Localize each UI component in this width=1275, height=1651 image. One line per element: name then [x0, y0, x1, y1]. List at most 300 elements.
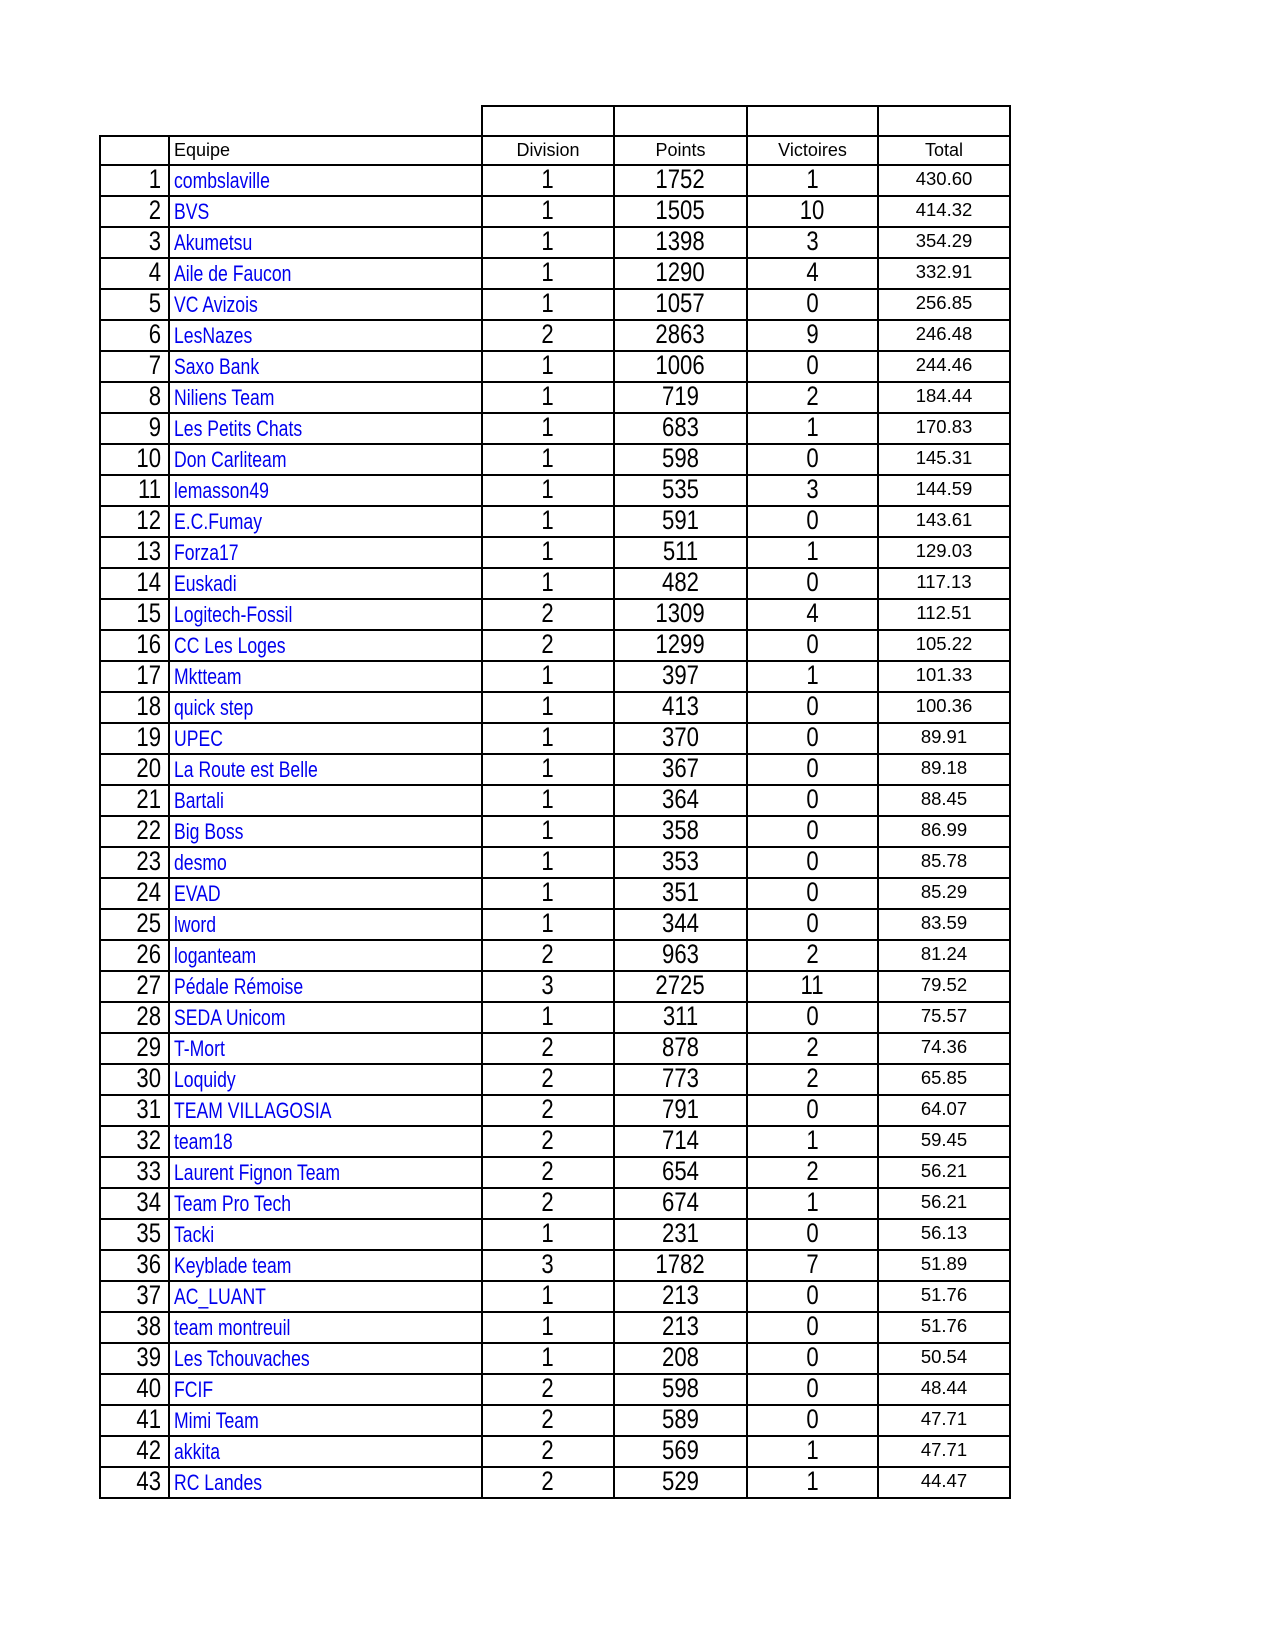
team-name[interactable]: RC Landes: [174, 1469, 263, 1495]
team-name[interactable]: CC Les Loges: [174, 632, 286, 658]
team-link[interactable]: [174, 663, 258, 689]
total-value: 100.36: [915, 695, 973, 716]
total-cell: [878, 351, 1010, 382]
rank-cell: [100, 289, 169, 320]
points-cell: [614, 289, 747, 320]
team-name[interactable]: Les Petits Chats: [174, 415, 303, 441]
total-value: 89.91: [920, 726, 968, 747]
victoires-value: 0: [806, 568, 819, 597]
victoires-value: 0: [806, 630, 819, 659]
total-cell: [878, 227, 1010, 258]
victoires-value: 0: [806, 816, 819, 845]
total-cell: [878, 444, 1010, 475]
team-link[interactable]: [174, 818, 261, 844]
rank-cell: [100, 1467, 169, 1498]
team-name[interactable]: combslaville: [174, 167, 270, 193]
rank-cell: [100, 816, 169, 847]
table-row: [100, 537, 1010, 568]
victoires-cell: [747, 909, 878, 940]
victoires-cell: [747, 816, 878, 847]
victoires-cell: [747, 630, 878, 661]
division-value: 3: [541, 1250, 555, 1279]
total-cell: [878, 1312, 1010, 1343]
points-value: 482: [662, 568, 699, 597]
victoires-value: 1: [806, 661, 819, 690]
team-link[interactable]: [174, 632, 313, 658]
total-cell: [878, 1343, 1010, 1374]
rank-cell: [100, 630, 169, 661]
team-name[interactable]: Mimi Team: [174, 1407, 259, 1433]
total-cell: [878, 1002, 1010, 1033]
team-name[interactable]: team18: [174, 1128, 233, 1154]
division-value: 2: [541, 1405, 555, 1434]
points-value: 208: [662, 1343, 699, 1372]
points-value: 213: [662, 1312, 699, 1341]
team-name[interactable]: Aile de Faucon: [174, 260, 292, 286]
victoires-value: 1: [806, 1188, 819, 1217]
equipe-cell: [169, 661, 482, 692]
points-value: 397: [662, 661, 699, 690]
total-cell: [878, 258, 1010, 289]
team-name[interactable]: Euskadi: [174, 570, 237, 596]
rank-value: 19: [136, 723, 161, 752]
equipe-cell: [169, 289, 482, 320]
total-cell: [878, 382, 1010, 413]
total-value: 85.29: [920, 881, 968, 902]
victoires-cell: [747, 692, 878, 723]
division-cell: [482, 940, 614, 971]
team-name[interactable]: Keyblade team: [174, 1252, 292, 1278]
rank-value: 27: [136, 971, 161, 1000]
rank-value: 16: [136, 630, 161, 659]
team-link[interactable]: [174, 570, 252, 596]
pre-header-cell-total: [878, 106, 1010, 136]
team-link[interactable]: [174, 167, 294, 193]
points-value: 1057: [655, 289, 706, 318]
division-value: 1: [541, 1312, 555, 1341]
team-name[interactable]: lword: [174, 911, 217, 937]
equipe-cell: [169, 1002, 482, 1033]
rank-value: 26: [136, 940, 161, 969]
points-value: 963: [662, 940, 699, 969]
total-value: 246.48: [915, 323, 973, 344]
table-row: [100, 940, 1010, 971]
team-name[interactable]: Tacki: [174, 1221, 215, 1247]
division-value: 2: [541, 1374, 555, 1403]
division-cell: [482, 1436, 614, 1467]
equipe-cell: [169, 444, 482, 475]
table-row: [100, 1095, 1010, 1126]
team-link[interactable]: [174, 1438, 231, 1464]
rank-value: 25: [136, 909, 161, 938]
total-value: 79.52: [920, 974, 968, 995]
points-value: 511: [662, 537, 699, 566]
victoires-cell: [747, 537, 878, 568]
team-link[interactable]: [174, 1066, 251, 1092]
points-cell: [614, 258, 747, 289]
victoires-cell: [747, 1188, 878, 1219]
team-link[interactable]: [174, 1252, 321, 1278]
team-link[interactable]: [174, 415, 334, 441]
team-name[interactable]: loganteam: [174, 942, 257, 968]
division-cell: [482, 1064, 614, 1095]
team-name[interactable]: lemasson49: [174, 477, 269, 503]
total-value: 88.45: [920, 788, 968, 809]
team-link[interactable]: [174, 849, 240, 875]
team-link[interactable]: [174, 446, 315, 472]
team-link[interactable]: [174, 508, 284, 534]
victoires-cell: [747, 1312, 878, 1343]
rank-value: 28: [136, 1002, 161, 1031]
team-link[interactable]: [174, 384, 300, 410]
team-name[interactable]: desmo: [174, 849, 227, 875]
division-value: 2: [541, 1064, 555, 1093]
division-cell: [482, 785, 614, 816]
total-value: 56.21: [920, 1160, 968, 1181]
team-name[interactable]: Niliens Team: [174, 384, 275, 410]
total-cell: [878, 971, 1010, 1002]
rank-value: 8: [148, 382, 161, 411]
team-link[interactable]: [174, 198, 218, 224]
header-blank: [100, 136, 169, 165]
rank-cell: [100, 1281, 169, 1312]
table-row: [100, 909, 1010, 940]
points-cell: [614, 1033, 747, 1064]
total-cell: [878, 196, 1010, 227]
team-link[interactable]: [174, 229, 272, 255]
victoires-cell: [747, 444, 878, 475]
division-value: 1: [541, 692, 555, 721]
team-link[interactable]: [174, 1469, 284, 1495]
rank-value: 12: [136, 506, 161, 535]
division-cell: [482, 1405, 614, 1436]
team-name[interactable]: E.C.Fumay: [174, 508, 263, 534]
rank-value: 11: [138, 475, 161, 504]
victoires-value: 0: [806, 847, 819, 876]
total-cell: [878, 537, 1010, 568]
team-name[interactable]: T-Mort: [174, 1035, 225, 1061]
division-value: 1: [541, 661, 555, 690]
division-cell: [482, 227, 614, 258]
team-link[interactable]: [174, 1345, 344, 1371]
victoires-cell: [747, 1467, 878, 1498]
victoires-value: 0: [806, 1002, 819, 1031]
team-link[interactable]: [174, 973, 335, 999]
division-value: 1: [541, 1281, 555, 1310]
division-cell: [482, 1281, 614, 1312]
rank-cell: [100, 1002, 169, 1033]
rank-cell: [100, 1405, 169, 1436]
points-value: 364: [662, 785, 699, 814]
rank-cell: [100, 1064, 169, 1095]
rank-value: 31: [136, 1095, 161, 1124]
team-link[interactable]: [174, 291, 279, 317]
total-value: 256.85: [915, 292, 973, 313]
points-cell: [614, 506, 747, 537]
team-name[interactable]: FCIF: [174, 1376, 214, 1402]
points-value: 231: [662, 1219, 699, 1248]
team-link[interactable]: [174, 1159, 382, 1185]
rank-cell: [100, 599, 169, 630]
team-link[interactable]: [174, 322, 272, 348]
team-link[interactable]: [174, 725, 235, 751]
equipe-cell: [169, 196, 482, 227]
table-row: [100, 227, 1010, 258]
division-value: 2: [541, 599, 555, 628]
division-cell: [482, 413, 614, 444]
division-cell: [482, 1157, 614, 1188]
rank-value: 14: [136, 568, 161, 597]
team-name[interactable]: Don Carliteam: [174, 446, 287, 472]
team-name[interactable]: EVAD: [174, 880, 221, 906]
team-name[interactable]: Mktteam: [174, 663, 242, 689]
rank-value: 1: [148, 165, 161, 194]
victoires-cell: [747, 568, 878, 599]
victoires-value: 0: [806, 1405, 819, 1434]
team-name[interactable]: La Route est Belle: [174, 756, 318, 782]
victoires-cell: [747, 1157, 878, 1188]
total-value: 105.22: [915, 633, 973, 654]
victoires-cell: [747, 847, 878, 878]
table-row: [100, 630, 1010, 661]
victoires-value: 1: [806, 1126, 819, 1155]
equipe-cell: [169, 537, 482, 568]
victoires-cell: [747, 1436, 878, 1467]
points-value: 598: [662, 444, 699, 473]
team-link[interactable]: [174, 880, 232, 906]
rank-cell: [100, 1219, 169, 1250]
team-name[interactable]: AC_LUANT: [174, 1283, 266, 1309]
total-value: 48.44: [920, 1377, 968, 1398]
division-value: 1: [541, 816, 555, 845]
division-value: 1: [541, 227, 555, 256]
division-cell: [482, 816, 614, 847]
total-value: 170.83: [915, 416, 973, 437]
total-cell: [878, 723, 1010, 754]
team-name[interactable]: BVS: [174, 198, 210, 224]
division-value: 1: [541, 289, 555, 318]
points-value: 344: [662, 909, 699, 938]
division-value: 2: [541, 1157, 555, 1186]
team-link[interactable]: [174, 1190, 320, 1216]
team-name[interactable]: TEAM VILLAGOSIA: [174, 1097, 332, 1123]
total-cell: [878, 1250, 1010, 1281]
division-cell: [482, 661, 614, 692]
team-name[interactable]: Team Pro Tech: [174, 1190, 292, 1216]
total-cell: [878, 847, 1010, 878]
team-name[interactable]: VC Avizois: [174, 291, 258, 317]
rank-value: 13: [136, 537, 161, 566]
division-cell: [482, 196, 614, 227]
team-name[interactable]: Logitech-Fossil: [174, 601, 293, 627]
rank-value: 43: [136, 1467, 161, 1496]
rank-cell: [100, 320, 169, 351]
team-name[interactable]: SEDA Unicom: [174, 1004, 286, 1030]
total-cell: [878, 1095, 1010, 1126]
team-link[interactable]: [174, 787, 236, 813]
rank-cell: [100, 506, 169, 537]
team-link[interactable]: [174, 756, 354, 782]
total-value: 74.36: [920, 1036, 968, 1057]
total-cell: [878, 1033, 1010, 1064]
victoires-cell: [747, 165, 878, 196]
division-value: 1: [541, 165, 555, 194]
total-value: 59.45: [920, 1129, 968, 1150]
total-value: 47.71: [920, 1408, 968, 1429]
victoires-cell: [747, 1281, 878, 1312]
total-cell: [878, 816, 1010, 847]
division-cell: [482, 878, 614, 909]
rank-cell: [100, 413, 169, 444]
total-cell: [878, 1467, 1010, 1498]
points-cell: [614, 909, 747, 940]
victoires-value: 9: [806, 320, 819, 349]
equipe-cell: [169, 785, 482, 816]
rank-value: 38: [136, 1312, 161, 1341]
team-name[interactable]: team montreuil: [174, 1314, 291, 1340]
table-row: [100, 1436, 1010, 1467]
equipe-cell: [169, 1157, 482, 1188]
victoires-cell: [747, 1002, 878, 1033]
team-link[interactable]: [174, 1314, 320, 1340]
table-row: [100, 661, 1010, 692]
victoires-value: 0: [806, 909, 819, 938]
equipe-cell: [169, 909, 482, 940]
team-link[interactable]: [174, 539, 255, 565]
total-cell: [878, 1064, 1010, 1095]
rank-value: 30: [136, 1064, 161, 1093]
rank-cell: [100, 940, 169, 971]
division-value: 3: [541, 971, 555, 1000]
team-name[interactable]: UPEC: [174, 725, 223, 751]
team-link[interactable]: [174, 601, 322, 627]
team-link[interactable]: [174, 1221, 224, 1247]
division-cell: [482, 568, 614, 599]
table-row: [100, 1312, 1010, 1343]
team-link[interactable]: [174, 942, 277, 968]
total-value: 244.46: [915, 354, 973, 375]
team-name[interactable]: Bartali: [174, 787, 224, 813]
team-name[interactable]: akkita: [174, 1438, 220, 1464]
team-name[interactable]: Laurent Fignon Team: [174, 1159, 341, 1185]
total-cell: [878, 475, 1010, 506]
victoires-value: 0: [806, 1095, 819, 1124]
rank-cell: [100, 382, 169, 413]
division-cell: [482, 475, 614, 506]
division-cell: [482, 165, 614, 196]
division-cell: [482, 258, 614, 289]
rank-cell: [100, 475, 169, 506]
table-row: [100, 754, 1010, 785]
victoires-value: 0: [806, 444, 819, 473]
team-name[interactable]: Big Boss: [174, 818, 244, 844]
table-row: [100, 1219, 1010, 1250]
table-row: [100, 320, 1010, 351]
total-cell: [878, 320, 1010, 351]
equipe-cell: [169, 1033, 482, 1064]
total-value: 81.24: [920, 943, 968, 964]
team-name[interactable]: quick step: [174, 694, 254, 720]
total-value: 129.03: [915, 540, 973, 561]
header-points: Points: [614, 136, 747, 165]
team-link[interactable]: [174, 1376, 223, 1402]
team-link[interactable]: [174, 694, 273, 720]
points-value: 1782: [655, 1250, 706, 1279]
division-value: 2: [541, 1126, 555, 1155]
team-link[interactable]: [174, 1004, 313, 1030]
points-cell: [614, 320, 747, 351]
points-cell: [614, 971, 747, 1002]
victoires-value: 10: [800, 196, 825, 225]
team-name[interactable]: Akumetsu: [174, 229, 253, 255]
rank-cell: [100, 723, 169, 754]
team-link[interactable]: [174, 353, 280, 379]
rank-value: 2: [148, 196, 161, 225]
team-link[interactable]: [174, 260, 321, 286]
rank-cell: [100, 1126, 169, 1157]
team-link[interactable]: [174, 911, 227, 937]
table-row: [100, 165, 1010, 196]
points-cell: [614, 723, 747, 754]
victoires-value: 3: [806, 227, 819, 256]
division-value: 1: [541, 754, 555, 783]
total-cell: [878, 1436, 1010, 1467]
victoires-value: 0: [806, 878, 819, 907]
team-name[interactable]: Forza17: [174, 539, 239, 565]
team-link[interactable]: [174, 477, 293, 503]
table-row: [100, 1343, 1010, 1374]
rank-value: 37: [136, 1281, 161, 1310]
rank-value: 17: [136, 661, 161, 690]
division-cell: [482, 1126, 614, 1157]
rank-cell: [100, 1312, 169, 1343]
points-value: 1752: [655, 165, 706, 194]
total-value: 86.99: [920, 819, 968, 840]
team-name[interactable]: Loquidy: [174, 1066, 236, 1092]
points-value: 569: [662, 1436, 699, 1465]
rank-value: 32: [136, 1126, 161, 1155]
division-value: 1: [541, 1002, 555, 1031]
team-link[interactable]: [174, 1407, 280, 1433]
victoires-value: 1: [806, 165, 819, 194]
team-name[interactable]: LesNazes: [174, 322, 253, 348]
equipe-cell: [169, 1281, 482, 1312]
team-link[interactable]: [174, 1097, 371, 1123]
team-name[interactable]: Saxo Bank: [174, 353, 260, 379]
table-row: [100, 599, 1010, 630]
team-name[interactable]: Les Tchouvaches: [174, 1345, 310, 1371]
team-link[interactable]: [174, 1035, 238, 1061]
division-value: 2: [541, 1467, 555, 1496]
victoires-value: 11: [801, 971, 824, 1000]
rank-value: 21: [136, 785, 161, 814]
total-value: 143.61: [915, 509, 973, 530]
division-value: 2: [541, 1436, 555, 1465]
rank-cell: [100, 1250, 169, 1281]
team-link[interactable]: [174, 1128, 247, 1154]
equipe-cell: [169, 816, 482, 847]
total-value: 112.51: [916, 602, 972, 623]
total-cell: [878, 1188, 1010, 1219]
total-value: 75.57: [920, 1005, 968, 1026]
points-value: 878: [662, 1033, 699, 1062]
table-row: [100, 475, 1010, 506]
points-cell: [614, 196, 747, 227]
division-value: 1: [541, 1219, 555, 1248]
equipe-cell: [169, 165, 482, 196]
team-link[interactable]: [174, 1283, 289, 1309]
team-name[interactable]: Pédale Rémoise: [174, 973, 304, 999]
